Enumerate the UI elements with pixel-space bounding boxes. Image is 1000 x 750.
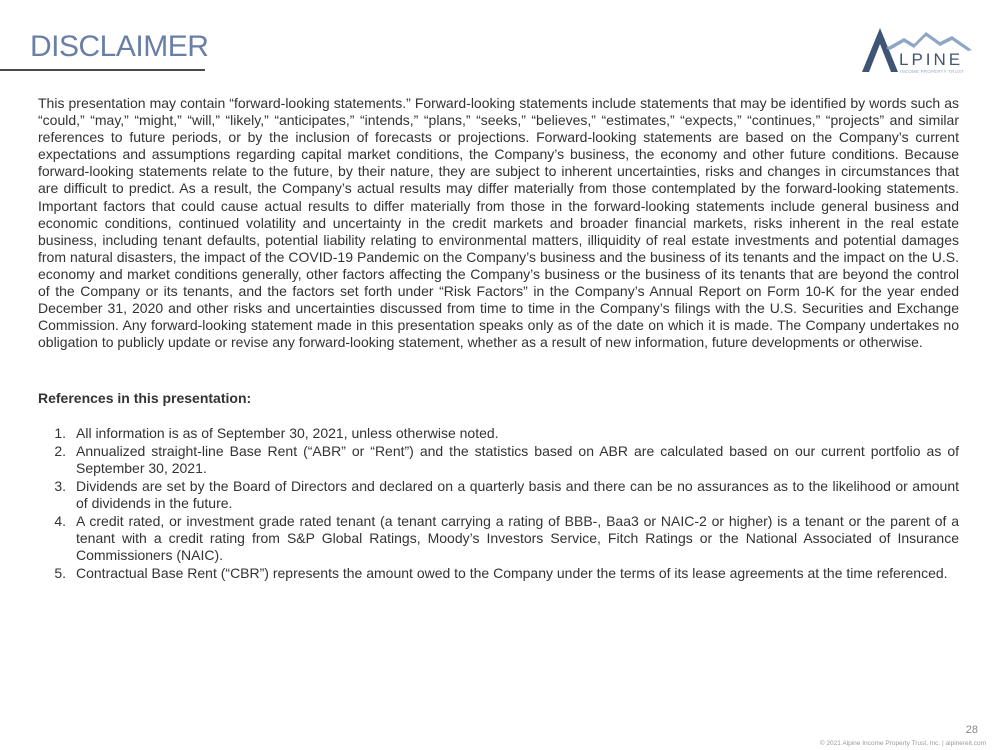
list-item-number: 2. bbox=[54, 442, 66, 459]
list-item-number: 5. bbox=[54, 565, 66, 582]
references-list bbox=[38, 425, 959, 583]
list-item-number: 3. bbox=[54, 477, 66, 494]
list-item bbox=[38, 443, 959, 477]
list-item-text: Contractual Base Rent (“CBR”) represents the amount owed to the Company under the terms of its lease agreements at the time referenced. bbox=[76, 565, 948, 582]
references-heading: References in this presentation: bbox=[38, 390, 252, 407]
list-item-text: A credit rated, or investment grade rated tenant (a tenant carrying a rating of BBB-, Baa3 or NAIC-2 or higher) is a tenant or the parent of a tenant with a credit rating from S&P Global Ratings, Moody’s Investors Service, Fitch Ratings or the National Associated of Insurance Commissioners (NAIC). bbox=[76, 512, 959, 564]
copyright-footer: © 2021 Alpine Income Property Trust, Inc. | alpinereit.com bbox=[819, 740, 986, 747]
mountain-logo-icon bbox=[860, 24, 975, 76]
list-item-number: 4. bbox=[54, 512, 66, 529]
list-item-number: 1. bbox=[54, 424, 66, 441]
disclaimer-paragraph: This presentation may contain “forward-looking statements.” Forward-looking statements include statements that may be identified by words such as “could,” “may,” “might,” “will,” “likely,” “anticipates,” “intends,” “plans,” “seeks,” “believes,” “estimates,” “expects,” “continues,” “projects” and similar references to future periods, or by the inclusion of forecasts or projections. Forward-looking statements are based on the Company’s current expectations and assumptions regarding capital market conditions, the Company’s business, the economy and other future conditions. Because forward-looking statements relate to the future, by their nature, they are subject to inherent uncertainties, risks and changes in circumstances that are difficult to predict. As a result, the Company’s actual results may differ materially from those contemplated by the forward-looking statements. Important factors that could cause actual results to differ materially from those in the forward-looking statements include general business and economic conditions, continued volatility and uncertainty in the credit markets and broader financial markets, risks inherent in the real estate business, including tenant defaults, potential liability relating to environmental matters, illiquidity of real estate investments and potential damages from natural disasters, the impact of the COVID-19 Pandemic on the Company’s business and the business of its tenants and the impact on the U.S. economy and market conditions generally, other factors affecting the Company’s business or the business of its tenants that are beyond the control of the Company or its tenants, and the factors set forth under “Risk Factors” in the Company’s Annual Report on Form 10-K for the year ended December 31, 2020 and other risks and uncertainties discussed from time to time in the Company’s filings with the U.S. Securities and Exchange Commission. Any forward-looking statement made in this presentation speaks only as of the date on which it is made. The Company undertakes no obligation to publicly update or revise any forward-looking statement, whether as a result of new information, future developments or otherwise. bbox=[38, 95, 959, 351]
list-item bbox=[38, 478, 959, 512]
logo-tagline: INCOME PROPERTY TRUST bbox=[900, 69, 965, 74]
page-number: 28 bbox=[965, 724, 978, 736]
content-area bbox=[38, 95, 959, 583]
list-item-text: All information is as of September 30, 2021, unless otherwise noted. bbox=[76, 424, 499, 441]
company-logo bbox=[860, 24, 975, 76]
page-title: DISCLAIMER bbox=[30, 30, 209, 63]
list-item bbox=[38, 565, 959, 582]
list-item bbox=[38, 425, 959, 442]
list-item bbox=[38, 513, 959, 564]
logo-wordmark: LPINE bbox=[899, 50, 964, 69]
list-item-text: Annualized straight-line Base Rent (“ABR” or “Rent”) and the statistics based on ABR are calculated based on our current portfolio as of September 30, 2021. bbox=[76, 442, 959, 476]
list-item-text: Dividends are set by the Board of Directors and declared on a quarterly basis and there can be no assurances as to the likelihood or amount of dividends in the future. bbox=[76, 477, 959, 511]
title-underline bbox=[0, 69, 205, 71]
